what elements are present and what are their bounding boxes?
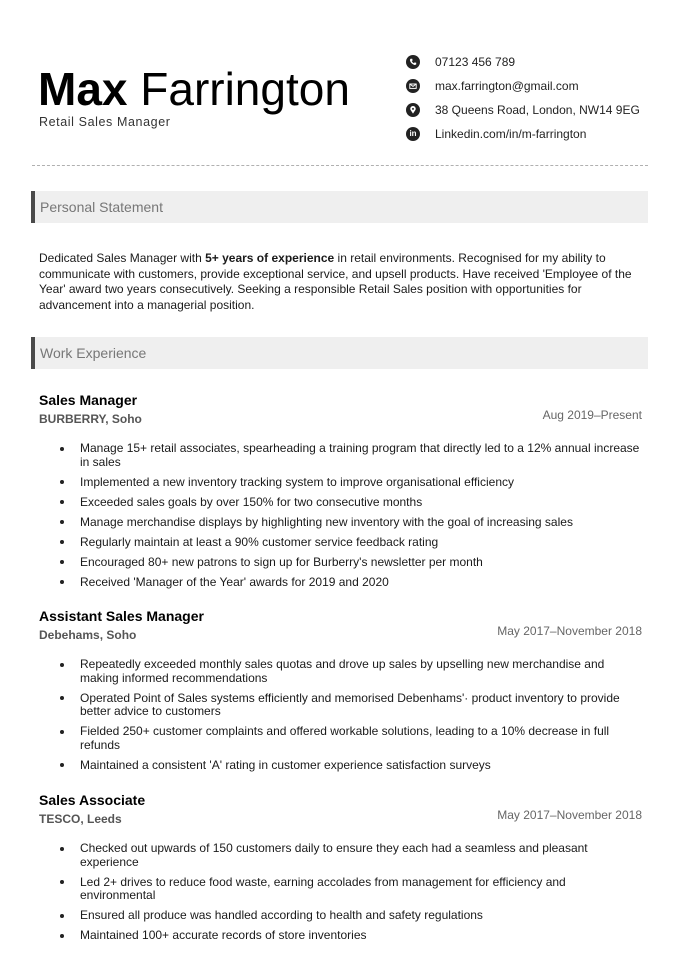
personal-statement-text	[39, 251, 639, 313]
duty-item: Exceeded sales goals by over 150% for two consecutive months	[39, 496, 642, 510]
duty-item: Manage merchandise displays by highlighting new inventory with the goal of increasing sales	[39, 516, 642, 530]
job-duties	[39, 842, 642, 943]
contact-address	[406, 98, 640, 122]
candidate-name	[38, 62, 350, 116]
duty-item: Maintained a consistent 'A' rating in customer experience satisfaction surveys	[39, 759, 642, 773]
job-duties	[39, 658, 642, 772]
phone-number[interactable]: 07123 456 789	[435, 55, 516, 69]
phone-icon	[406, 55, 420, 69]
contact-linkedin	[406, 122, 640, 146]
statement-intro: Dedicated Sales Manager with	[39, 251, 206, 265]
header-divider	[32, 165, 648, 166]
duty-item: Implemented a new inventory tracking system to improve organisational efficiency	[39, 476, 642, 490]
employment-dates: Aug 2019–Present	[542, 408, 642, 422]
employment-dates: May 2017–November 2018	[497, 624, 642, 638]
job-entry	[39, 392, 642, 589]
statement-highlight: 5+ years of experience	[205, 251, 335, 265]
linkedin-icon: in	[406, 127, 420, 141]
job-title-subtitle: Retail Sales Manager	[39, 115, 171, 129]
duty-item: Ensured all produce was handled according to health and safety regulations	[39, 909, 642, 923]
duty-item: Operated Point of Sales systems efficiently and memorised Debenhams'· product inventory to provide better advice to customers	[39, 692, 642, 719]
duty-item: Manage 15+ retail associates, spearheading a training program that directly led to a 12% annual increase in sales	[39, 442, 642, 469]
job-title: Sales Manager	[39, 392, 138, 408]
street-address: 38 Queens Road, London, NW14 9EG	[435, 103, 640, 117]
duty-item: Received 'Manager of the Year' awards for 2019 and 2020	[39, 576, 642, 590]
statement-body: in retail environments. Recognised for my ability to communicate with customers, provide exceptional service, and upsell products. Have received 'Employee of the Year' award two years consecutively. Seeking a responsible Retail Sales position with opportunities for advancement into a managerial position.	[39, 251, 632, 312]
job-entry	[39, 792, 642, 942]
duty-item: Checked out upwards of 150 customers daily to ensure they each had a seamless and pleasant experience	[39, 842, 642, 869]
contact-list	[406, 50, 640, 146]
duty-item: Repeatedly exceeded monthly sales quotas and drove up sales by upselling new merchandise and making informed recommendations	[39, 658, 642, 685]
duty-item: Maintained 100+ accurate records of store inventories	[39, 929, 642, 943]
contact-email	[406, 74, 640, 98]
duty-item: Encouraged 80+ new patrons to sign up for Burberry's newsletter per month	[39, 556, 642, 570]
duty-item: Fielded 250+ customer complaints and offered workable solutions, leading to a 10% decrease in full refunds	[39, 725, 642, 752]
first-name: Max	[38, 63, 128, 115]
last-name: Farrington	[140, 63, 350, 115]
contact-phone	[406, 50, 640, 74]
company-name: Debehams, Soho	[39, 628, 137, 642]
job-duties	[39, 442, 642, 589]
linkedin-url[interactable]: Linkedin.com/in/m-farrington	[435, 127, 587, 141]
section-heading-personal-statement: Personal Statement	[31, 191, 648, 223]
location-icon	[406, 103, 420, 117]
company-name: BURBERRY, Soho	[39, 412, 142, 426]
job-entry	[39, 608, 642, 772]
employment-dates: May 2017–November 2018	[497, 808, 642, 822]
email-icon	[406, 79, 420, 93]
job-title: Sales Associate	[39, 792, 146, 808]
email-address[interactable]: max.farrington@gmail.com	[435, 79, 579, 93]
duty-item: Regularly maintain at least a 90% customer service feedback rating	[39, 536, 642, 550]
job-title: Assistant Sales Manager	[39, 608, 204, 624]
company-name: TESCO, Leeds	[39, 812, 122, 826]
section-heading-work-experience: Work Experience	[31, 337, 648, 369]
duty-item: Led 2+ drives to reduce food waste, earning accolades from management for efficiency and environmental	[39, 876, 642, 903]
